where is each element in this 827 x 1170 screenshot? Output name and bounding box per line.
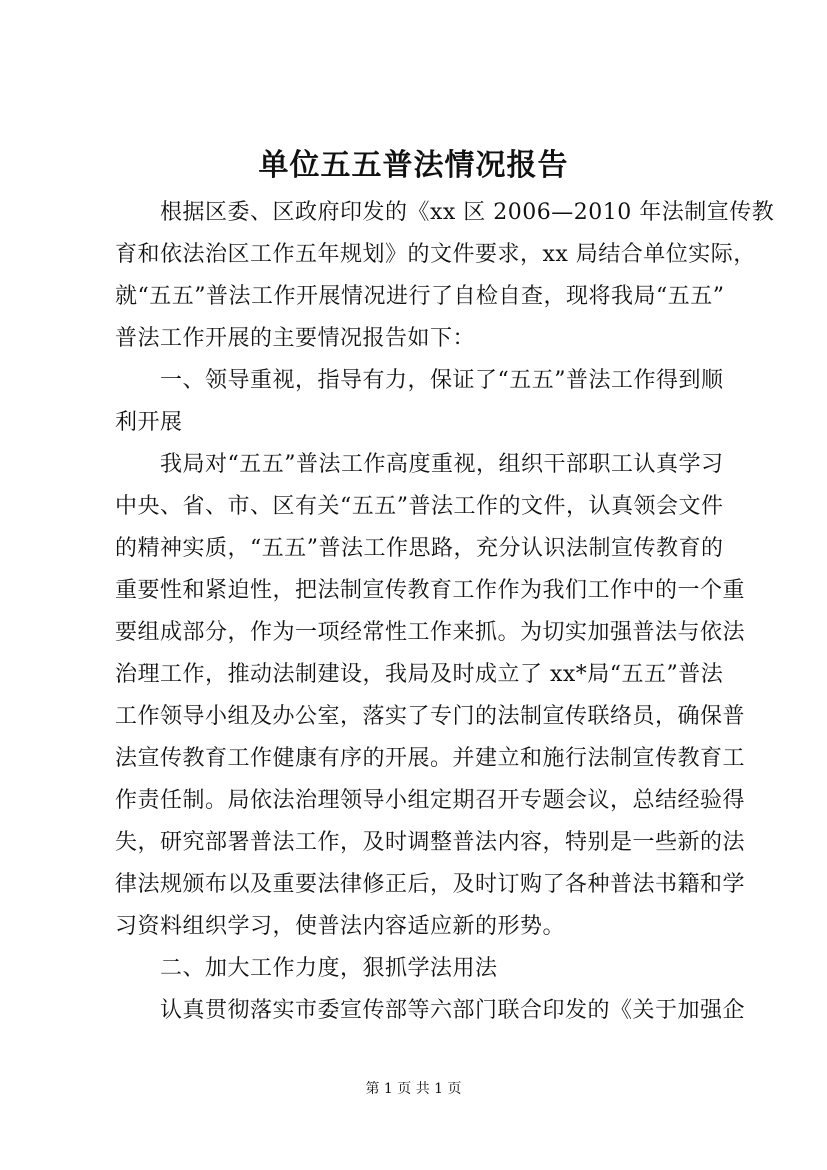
paragraph-line: 要组成部分，作为一项经常性工作来抓。为切实加强普法与依法 — [115, 620, 746, 645]
paragraph-line: 作责任制。局依法治理领导小组定期召开专题会议，总结经验得 — [115, 788, 746, 813]
paragraph-line: 普法工作开展的主要情况报告如下： — [115, 326, 476, 351]
paragraph-line: 重要性和紧迫性，把法制宣传教育工作作为我们工作中的一个重 — [115, 578, 746, 603]
section-heading-line: 一、领导重视，指导有力，保证了“五五”普法工作得到顺 — [160, 368, 724, 393]
paragraph-line: 我局对“五五”普法工作高度重视，组织干部职工认真学习 — [160, 452, 724, 477]
paragraph-line: 法宣传教育工作健康有序的开展。并建立和施行法制宣传教育工 — [115, 746, 746, 771]
paragraph-line: 根据区委、区政府印发的《xx 区 2006—2010 年法制宣传教 — [160, 200, 775, 225]
paragraph-line: 就“五五”普法工作开展情况进行了自检自查，现将我局“五五” — [115, 284, 725, 309]
paragraph-line: 失，研究部署普法工作，及时调整普法内容，特别是一些新的法 — [115, 830, 746, 855]
paragraph-line: 工作领导小组及办公室，落实了专门的法制宣传联络员，确保普 — [115, 704, 746, 729]
paragraph-line: 认真贯彻落实市委宣传部等六部门联合印发的《关于加强企 — [160, 998, 746, 1023]
paragraph-line: 的精神实质，“五五”普法工作思路，充分认识法制宣传教育的 — [115, 536, 724, 561]
paragraph-line: 治理工作，推动法制建设，我局及时成立了 xx*局“五五”普法 — [115, 662, 724, 687]
paragraph-line: 育和依法治区工作五年规划》的文件要求，xx 局结合单位实际， — [115, 242, 756, 267]
paragraph-line: 习资料组织学习，使普法内容适应新的形势。 — [115, 914, 566, 939]
paragraph-line: 律法规颁布以及重要法律修正后，及时订购了各种普法书籍和学 — [115, 872, 746, 897]
paragraph-line: 中央、省、市、区有关“五五”普法工作的文件，认真领会文件 — [115, 494, 724, 519]
page-number-footer: 第 1 页 共 1 页 — [365, 1081, 462, 1097]
section-heading-line: 二、加大工作力度，狠抓学法用法 — [160, 956, 498, 981]
section-heading-line: 利开展 — [115, 410, 183, 435]
document-title: 单位五五普法情况报告 — [258, 148, 569, 183]
